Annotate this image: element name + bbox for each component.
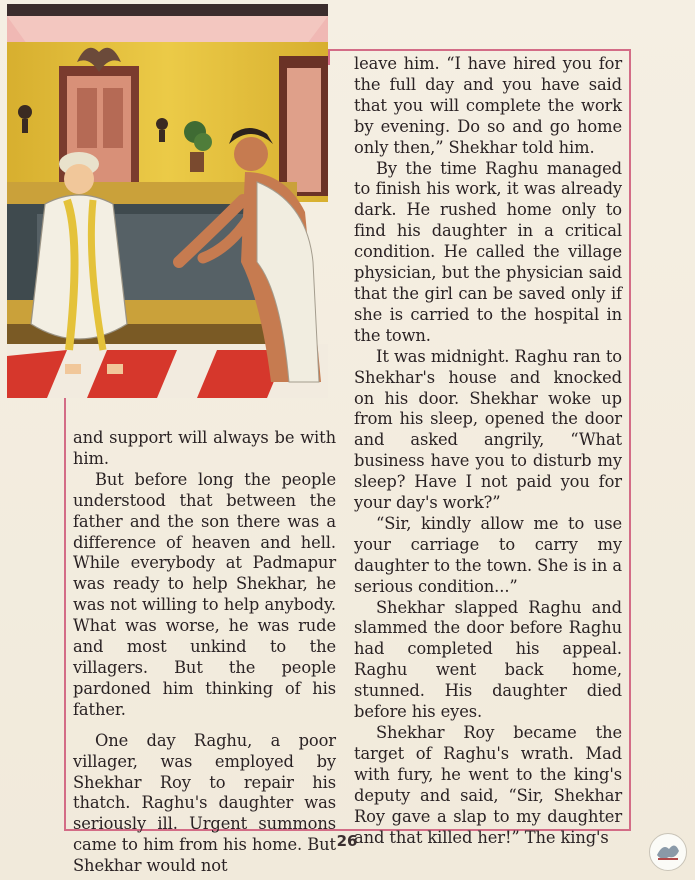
frame-line-right [629, 49, 631, 830]
left-paragraph-3: One day Raghu, a poor villager, was employed by Shekhar Roy to repair his thatch. Raghu's daughter was seriously ill. Urgent summons came to him from his home. But Shekhar would not [73, 730, 336, 876]
right-paragraph-6: Shekhar Roy became the target of Raghu's wrath. Mad with fury, he went to the king's deputy and said, “Sir, Shekhar Roy gave a slap to my daughter and that killed her!” The king's [354, 723, 622, 847]
right-paragraph-2: By the time Raghu managed to finish his work, it was already dark. He rushed home only to find his daughter in a critical condition. He called the village physician, but the physician said that the girl can be saved only if she is carried to the hospital in the town. [354, 158, 622, 345]
frame-line-top [328, 49, 629, 51]
stamp-icon [654, 841, 682, 863]
story-illustration [7, 4, 328, 398]
right-text-column [354, 54, 622, 848]
right-paragraph-3: It was midnight. Raghu ran to Shekhar's house and knocked on his door. Shekhar woke up from his sleep, opened the door and asked angrily, “What business have you to disturb my sleep? Have I not paid you for your day's work?” [354, 346, 622, 513]
illustration-artwork [7, 4, 328, 398]
left-text-column [73, 428, 336, 877]
corner-stamp-logo [649, 833, 687, 871]
frame-line-left [64, 398, 66, 831]
left-paragraph-1: and support will always be with him. [73, 428, 336, 468]
page-number: 26 [336, 832, 358, 850]
frame-line-mid-vertical [328, 49, 330, 65]
right-paragraph-4: “Sir, kindly allow me to use your carriage to carry my daughter to the town. She is in a serious condition...” [354, 513, 622, 596]
left-paragraph-2: But before long the people understood that between the father and the son there was a difference of heaven and hell. While everybody at Padmapur was ready to help Shekhar, he was not willing to help anybody. What was worse, he was rude and most unkind to the villagers. But the people pardoned him thinking of his father. [73, 469, 336, 719]
right-paragraph-5: Shekhar slapped Raghu and slammed the door before Raghu had completed his appeal. Raghu went back home, stunned. His daughter died before his eyes. [354, 597, 622, 722]
right-paragraph-1: leave him. “I have hired you for the full day and you have said that you will complete the work by evening. Do so and go home only then,” Shekhar told him. [354, 54, 622, 157]
